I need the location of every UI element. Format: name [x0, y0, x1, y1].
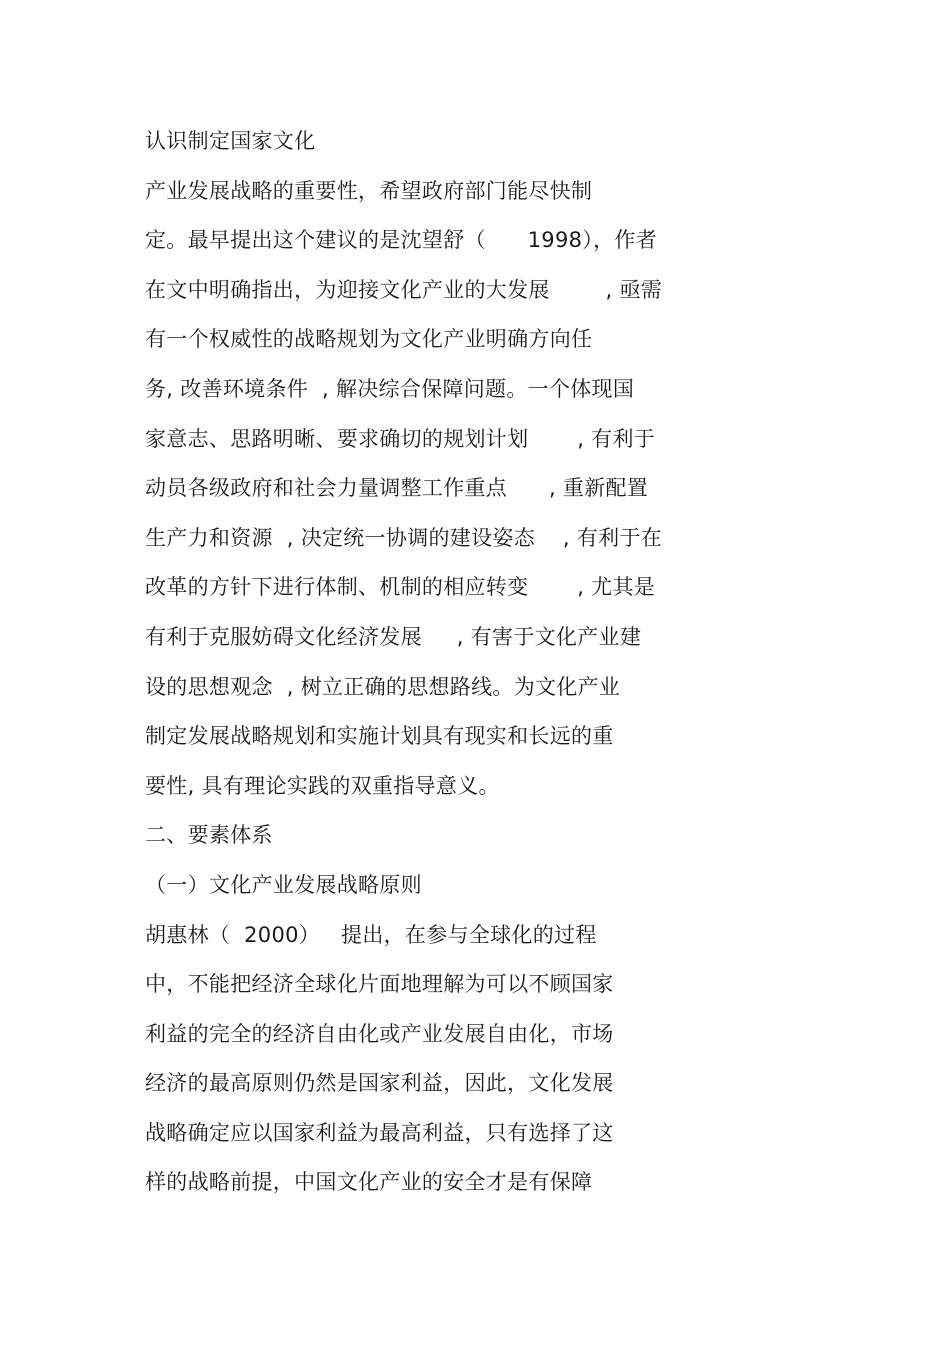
- text-line: 有利于克服妨碍文化经济发展 , 有害于文化产业建: [145, 624, 642, 649]
- text-line: 有一个权威性的战略规划为文化产业明确方向任: [145, 327, 593, 352]
- text-line: 改革的方针下进行体制、机制的相应转变 , 尤其是: [145, 575, 656, 600]
- text-line: 利益的完全的经济自由化或产业发展自由化，市场: [145, 1021, 614, 1046]
- text-line: 胡惠林（ 2000） 提出，在参与全球化的过程: [145, 922, 597, 947]
- text-line: 产业发展战略的重要性，希望政府部门能尽快制: [145, 178, 593, 203]
- text-line: 样的战略前提，中国文化产业的安全才是有保障: [145, 1170, 593, 1195]
- text-line: 定。最早提出这个建议的是沈望舒（ 1998），作者: [145, 228, 657, 253]
- text-line: 家意志、思路明晰、要求确切的规划计划 , 有利于: [145, 426, 656, 451]
- text-line: 战略确定应以国家利益为最高利益，只有选择了这: [145, 1120, 614, 1145]
- text-line: 设的思想观念 , 树立正确的思想路线。为文化产业: [145, 674, 621, 699]
- text-line: 经济的最高原则仍然是国家利益，因此，文化发展: [145, 1071, 614, 1096]
- text-line: 动员各级政府和社会力量调整工作重点 , 重新配置: [145, 476, 649, 501]
- text-line: 中，不能把经济全球化片面地理解为可以不顾国家: [145, 972, 614, 997]
- text-line: 在文中明确指出，为迎接文化产业的大发展 , 亟需: [145, 277, 663, 302]
- subsection-heading: （一）文化产业发展战略原则: [145, 872, 422, 897]
- text-line: 生产力和资源 , 决定统一协调的建设姿态 , 有利于在: [145, 525, 663, 550]
- body-text: [145, 117, 745, 1208]
- section-heading: 二、要素体系: [145, 823, 273, 848]
- text-line: 制定发展战略规划和实施计划具有现实和长远的重: [145, 724, 614, 749]
- text-line: 要性, 具有理论实践的双重指导意义。: [145, 773, 500, 798]
- text-line: 认识制定国家文化: [145, 129, 316, 153]
- text-line: 务, 改善环境条件 , 解决综合保障问题。一个体现国: [145, 376, 635, 401]
